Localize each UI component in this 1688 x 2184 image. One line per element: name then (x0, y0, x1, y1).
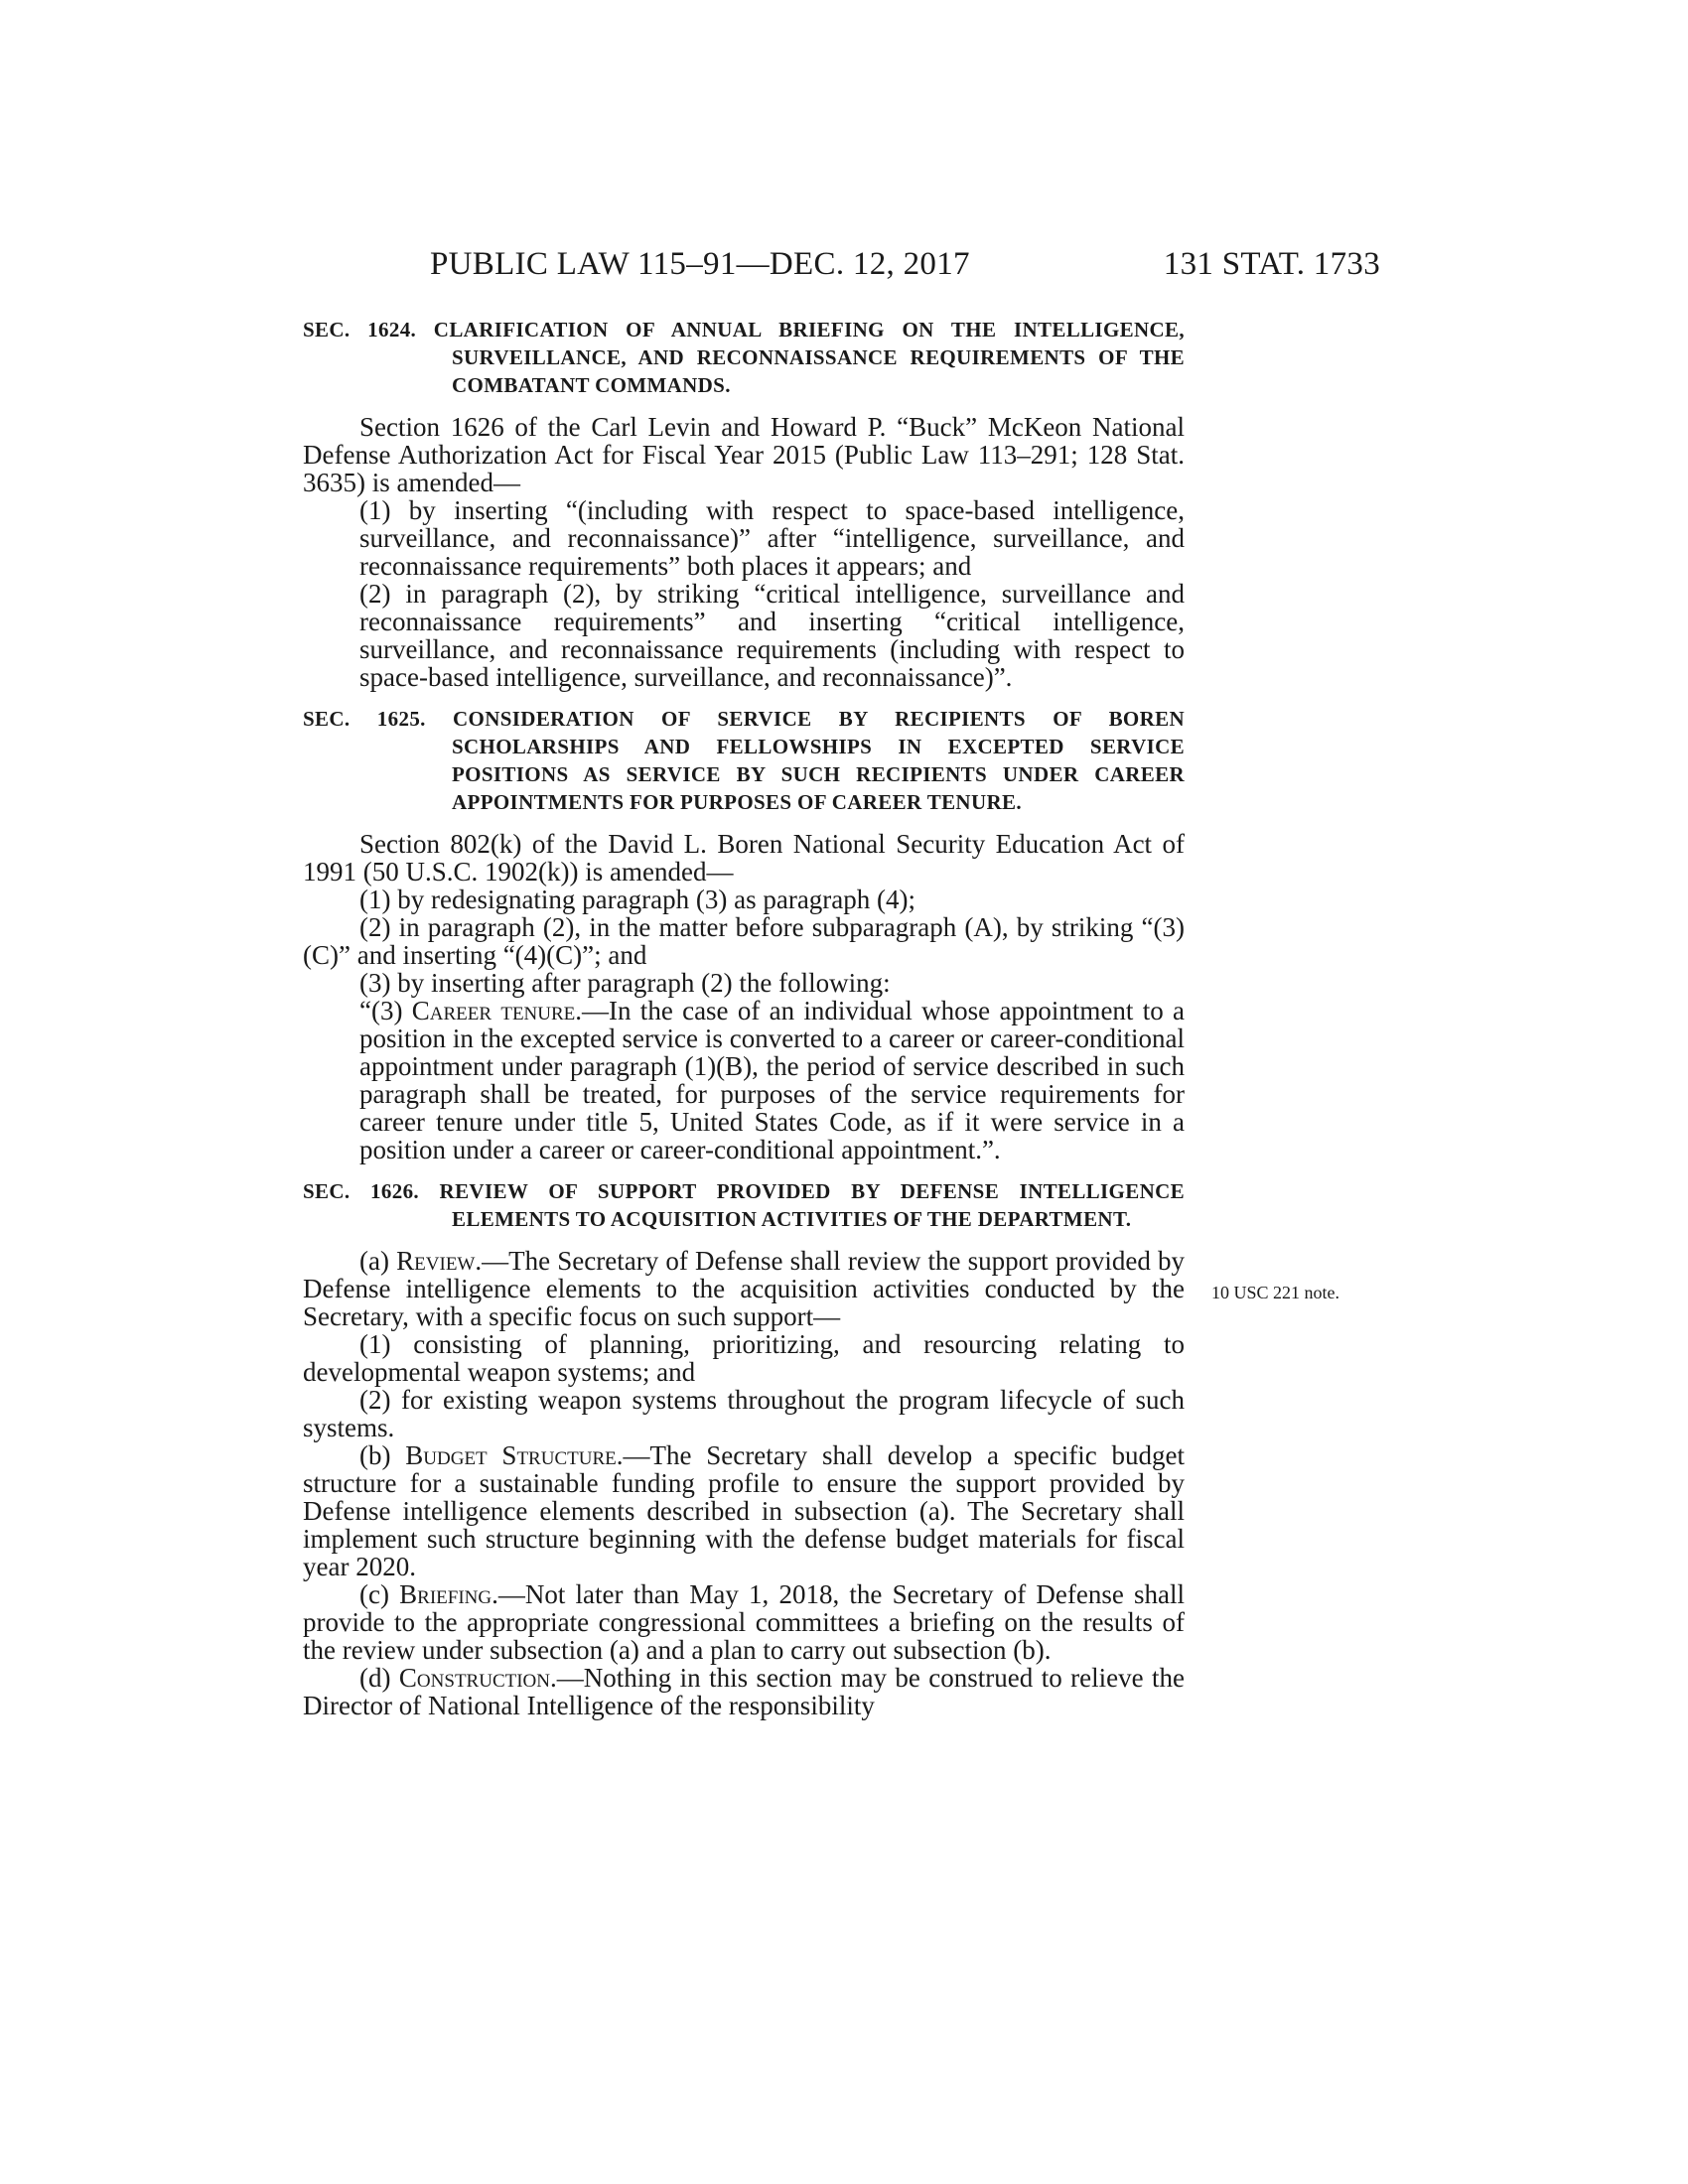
section-1625-heading: SEC. 1625. CONSIDERATION OF SERVICE BY RECIPIENTS OF BOREN SCHOLARSHIPS AND FELLOWSHIPS IN EXCEPTED SERVICE POSITIONS AS SERVICE BY SUCH RECIPIENTS UNDER CAREER APPOINTMENTS FOR PURPOSES OF CAREER TENURE. (303, 707, 1185, 814)
subsection-a-caption: Review (396, 1246, 476, 1276)
section-1625-intro: Section 802(k) of the David L. Boren National Security Education Act of 1991 (50 U.S.C. 1902(k)) is amended— (303, 829, 1185, 887)
body-column (303, 316, 1185, 1719)
section-1626-heading: SEC. 1626. REVIEW OF SUPPORT PROVIDED BY DEFENSE INTELLIGENCE ELEMENTS TO ACQUISITION ACTIVITIES OF THE DEPARTMENT. (303, 1179, 1185, 1231)
quote-body: .—In the case of an individual whose appointment to a position in the excepted service is converted to a career or career-conditional appointment under paragraph (1)(B), the period of service described in such paragraph shall be treated, for purposes of the service requirements for career tenure under title 5, United States Code, as if it were service in a position under a career or career-conditional appointment.”. (359, 996, 1185, 1164)
subsection-b-body: .—The Secretary shall develop a specific budget structure for a sustainable funding profile to ensure the support provided by Defense intelligence elements described in subsection (a). The Secretary shall implement such structure beginning with the defense budget materials for fiscal year 2020. (303, 1440, 1185, 1581)
subsection-c-body: .—Not later than May 1, 2018, the Secretary of Defense shall provide to the appropriate congressional committees a briefing on the results of the review under subsection (a) and a plan to carry out subsection (b). (303, 1579, 1185, 1665)
section-1624-para-2: (2) in paragraph (2), by striking “critical intelligence, surveillance and reconnaissance requirements” and inserting “critical intelligence, surveillance, and reconnaissance requirements (including with respect to space-based intelligence, surveillance, and reconnaissance)”. (359, 579, 1185, 692)
subsection-a-para-1: (1) consisting of planning, prioritizing, and resourcing relating to developmental weapon systems; and (303, 1329, 1185, 1387)
running-head (298, 246, 1380, 286)
quote-caption: Career tenure (411, 996, 576, 1025)
subsection-c-caption: Briefing (399, 1579, 492, 1609)
section-1625-para-3: (3) by inserting after paragraph (2) the following: (359, 968, 891, 998)
subsection-d (303, 1664, 1185, 1719)
section-1624-heading: SEC. 1624. CLARIFICATION OF ANNUAL BRIEFING ON THE INTELLIGENCE, SURVEILLANCE, AND RECONNAISSANCE REQUIREMENTS OF THE COMBATANT COMMANDS. (303, 318, 1185, 397)
section-1624-intro: Section 1626 of the Carl Levin and Howard P. “Buck” McKeon National Defense Authorization Act for Fiscal Year 2015 (Public Law 113–291; 128 Stat. 3635) is amended— (303, 412, 1185, 497)
subsection-a-lead: (a) (359, 1246, 397, 1276)
section-1625-para-1: (1) by redesignating paragraph (3) as paragraph (4); (359, 885, 916, 914)
subsection-c (303, 1580, 1185, 1664)
section-1625-para-2: (2) in paragraph (2), in the matter before subparagraph (A), by striking “(3)(C)” and inserting “(4)(C)”; and (303, 912, 1185, 970)
subsection-c-lead: (c) (359, 1579, 400, 1609)
subsection-a (303, 1247, 1185, 1330)
subsection-a-para-2: (2) for existing weapon systems throughout the program lifecycle of such systems. (303, 1385, 1185, 1442)
subsection-d-lead: (d) (359, 1663, 399, 1693)
subsection-d-caption: Construction (398, 1663, 550, 1693)
public-law-citation: PUBLIC LAW 115–91—DEC. 12, 2017 (430, 246, 970, 282)
subsection-a-body: .—The Secretary of Defense shall review the support provided by Defense intelligence elements to the acquisition activities conducted by the Secretary, with a specific focus on such support— (303, 1246, 1185, 1331)
statute-page-number: 131 STAT. 1733 (1163, 246, 1380, 282)
subsection-b-lead: (b) (359, 1440, 406, 1470)
section-1625-quoted-paragraph (303, 997, 1185, 1163)
subsection-b (303, 1441, 1185, 1580)
subsection-d-body: .—Nothing in this section may be construed to relieve the Director of National Intelligence of the responsibility (303, 1663, 1185, 1720)
quote-lead: “(3) (359, 996, 412, 1025)
margin-note-usc: 10 USC 221 note. (1211, 1283, 1340, 1302)
subsection-b-caption: Budget Structure (405, 1440, 617, 1470)
section-1624-para-1: (1) by inserting “(including with respect to space-based intelligence, surveillance, and reconnaissance)” after “intelligence, surveillance, and reconnaissance requirements” both places it appears; and (359, 495, 1185, 581)
